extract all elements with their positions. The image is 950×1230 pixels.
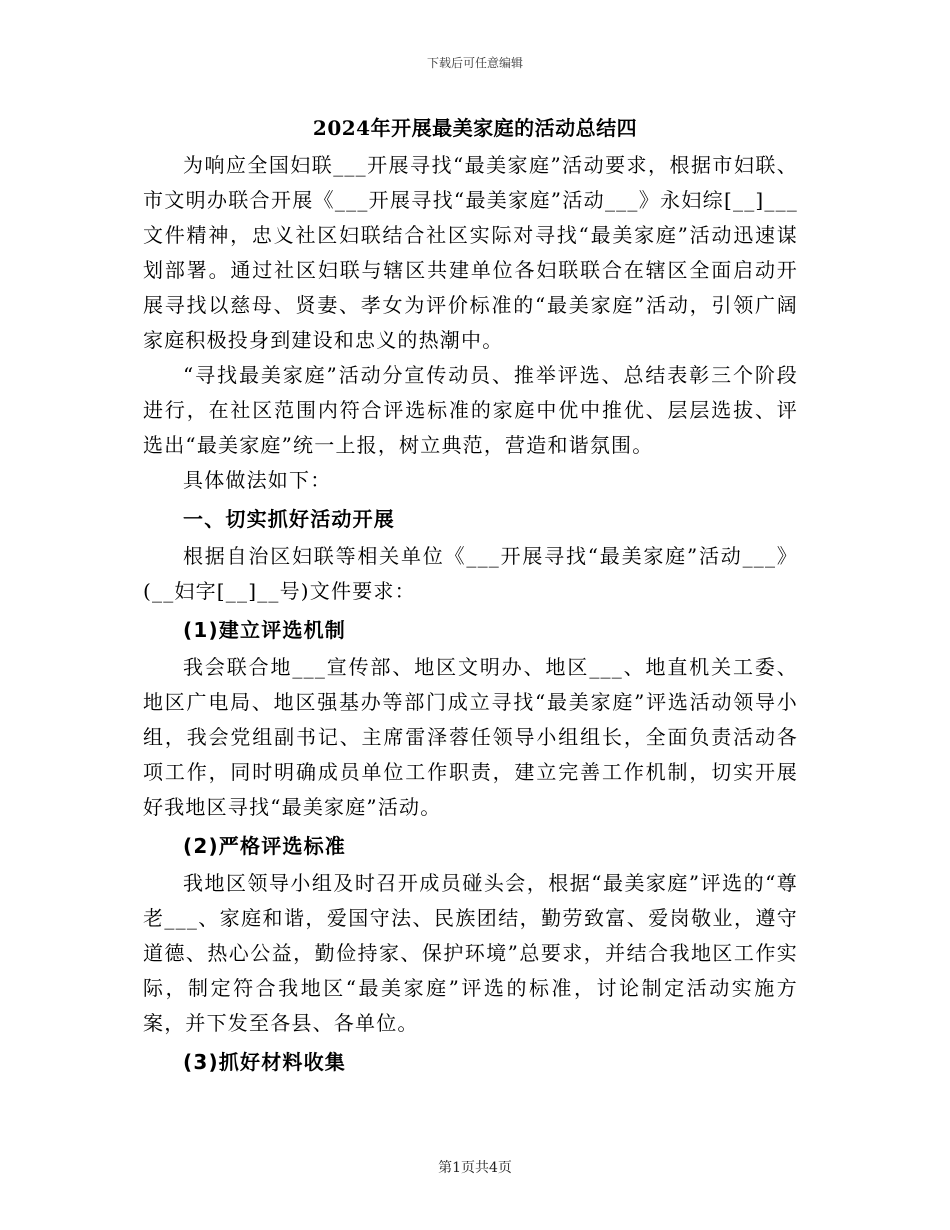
paragraph-stages: “寻找最美家庭”活动分宣传动员、推举评选、总结表彰三个阶段进行，在社区范围内符合评选标准的家庭中优中推优、层层选拔、评选出“最美家庭”统一上报，树立典范，营造和谐氛围。 [143, 363, 798, 457]
subheading-standards: (2)严格评选标准 [183, 834, 346, 858]
subheading-materials: (3)抓好材料收集 [183, 1050, 346, 1074]
section-heading-1: 一、切实抓好活动开展 [183, 507, 395, 531]
paragraph-standards: 我地区领导小组及时召开成员碰头会，根据“最美家庭”评选的“尊老___、家庭和谐，爱国守法、民族团结，勤劳致富、爱岗敬业，遵守道德、热心公益，勤俭持家、保护环境”总要求，并结合我地区工作实际，制定符合我地区“最美家庭”评选的标准，讨论制定活动实施方案，并下发至各县、各单位。 [143, 871, 798, 1035]
paragraph-requirements: 根据自治区妇联等相关单位《___开展寻找“最美家庭”活动___》(__妇字[__]__号)文件要求： [143, 544, 798, 603]
page-number: 第1页共4页 [438, 1160, 512, 1176]
subheading-mechanism: (1)建立评选机制 [183, 618, 346, 642]
paragraph-mechanism: 我会联合地___宣传部、地区文明办、地区___、地直机关工委、地区广电局、地区强基办等部门成立寻找“最美家庭”评选活动领导小组，我会党组副书记、主席雷泽蓉任领导小组组长，全面负责活动各项工作，同时明确成员单位工作职责，建立完善工作机制，切实开展好我地区寻找“最美家庭”活动。 [143, 655, 798, 819]
document-body [143, 148, 798, 1082]
document-title: 2024年开展最美家庭的活动总结四 [312, 116, 638, 140]
header-note: 下载后可任意编辑 [426, 56, 523, 70]
paragraph-method-intro: 具体做法如下： [183, 468, 332, 492]
paragraph-intro: 为响应全国妇联___开展寻找“最美家庭”活动要求，根据市妇联、市文明办联合开展《___开展寻找“最美家庭”活动___》永妇综[__]___文件精神，忠义社区妇联结合社区实际对寻找“最美家庭”活动迅速谋划部署。通过社区妇联与辖区共建单位各妇联联合在辖区全面启动开展寻找以慈母、贤妻、孝女为评价标准的“最美家庭”活动，引领广阔家庭积极投身到建设和忠义的热潮中。 [143, 153, 798, 352]
